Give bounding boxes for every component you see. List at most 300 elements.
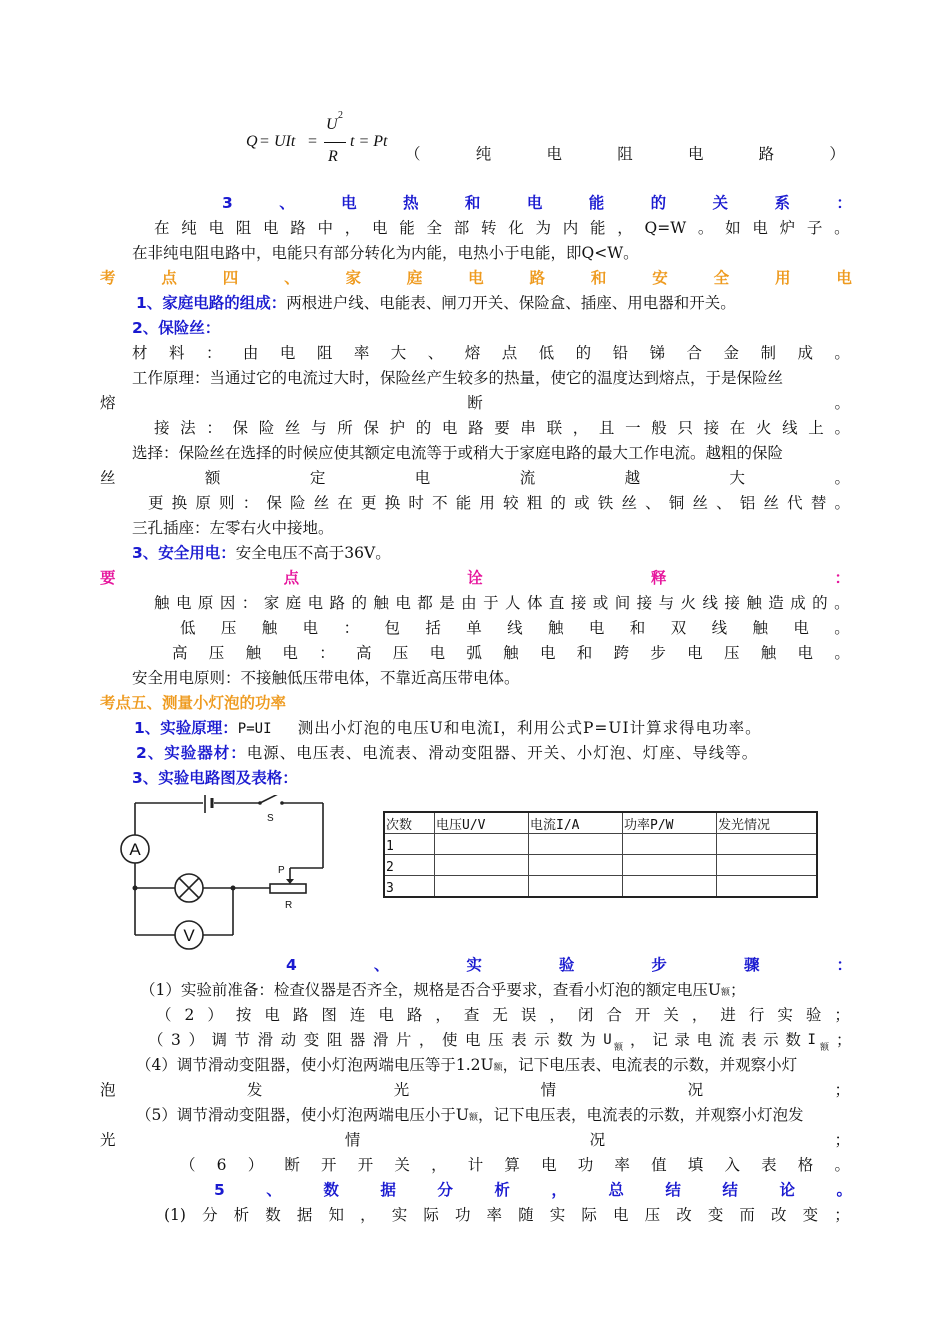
text-char: 合 [686,344,703,362]
text-char: 铁 [597,494,614,512]
text-char: 。 [834,219,850,237]
text-char: 值 [651,1156,667,1174]
text-char: 变 [707,1206,724,1224]
text-char: 丝 [313,494,330,512]
step-3-part-a [148,1028,612,1052]
experiment-data-table [383,811,818,898]
text-char: 接 [154,419,170,437]
text-char: 关 [663,1006,679,1024]
text-char: （ [156,1006,172,1024]
text-char: 开 [634,1006,651,1024]
fuse-principle-1: 工作原理：当通过它的电流过大时，保险丝产生较多的热量，使它的温度达到熔点，于是保险丝 [132,369,784,387]
step-4-heading [286,953,852,977]
text-char: 替 [810,494,827,512]
text-char: 电 [539,644,556,662]
text-char: 率 [353,344,370,362]
text-char: 电 [797,644,814,662]
text-char: 家 [263,594,280,612]
text-char: （ [180,1156,196,1174]
formula-numerator: U [326,116,338,133]
text-char: 、 [645,494,661,512]
text-char: ） [207,1006,223,1024]
text-char: 阻 [316,344,333,362]
text-char: 额 [204,469,221,487]
heading-char: 安 [652,269,668,287]
kd5-item-3-label: 3、实验电路图及表格： [132,769,298,787]
text-char: （ [148,1031,164,1049]
note-char: ） [829,145,845,163]
text-char: 的 [550,494,566,512]
text-char: 火 [755,419,772,437]
text-char: 表 [511,1031,527,1049]
text-char: 直 [548,594,565,612]
text-char: 电 [588,619,605,637]
text-char: 的 [575,344,592,362]
text-char: 。 [834,644,850,662]
heading-char: 结 [722,1181,738,1199]
heading-char: 。 [836,1181,852,1199]
text-char: 险 [290,494,306,512]
text-char: 接 [703,419,720,437]
text-char: 成 [797,344,813,362]
text-char: 连 [349,1006,366,1024]
text-char: ； [834,1006,850,1024]
table-row [384,855,817,876]
empty-cell[interactable] [529,855,623,876]
text-char: 熔 [464,344,481,362]
section-3-line-2: 在非纯电阻电路中，电能只有部分转化为内能，电热小于电能，即Q<W。 [132,244,639,262]
text-char: 能 [590,219,606,237]
text-char: 开 [321,1156,337,1174]
text-char: 电 [612,1206,629,1224]
heading-char: 、 [279,194,295,212]
text-char: 间 [614,594,631,612]
text-char: 庭 [285,594,302,612]
text-char: 断 [467,394,483,412]
step-3-semicolon: ； [836,1031,852,1049]
heading-char: 家 [345,269,361,287]
heading-char: ： [834,569,850,587]
text-char: 实 [549,1206,566,1224]
text-char: 用 [479,494,495,512]
text-char: 压 [392,644,409,662]
header-cell: 次数 [384,812,435,834]
heading-char: 释 [650,569,667,587]
kd5-item-2-label: 2、实验器材： [136,744,247,762]
text-char: 体 [526,594,543,612]
text-char: 触 [373,594,389,612]
heading-char: 全 [713,269,730,287]
note-char: （ [405,145,421,163]
text-char: 为 [535,219,552,237]
text-char: 所 [337,419,353,437]
text-char: 大 [729,469,746,487]
subscript-e: 额 [614,1043,624,1053]
text-char: 际 [423,1206,439,1224]
text-char: 铝 [739,494,756,512]
heading-char: 、 [266,1181,282,1199]
text-char: 况 [687,1081,704,1099]
ammeter-label: A [129,840,141,859]
heading-char: 、 [373,956,390,974]
text-char: 低 [538,344,555,362]
text-char: ： [343,619,360,637]
text-char: 或 [574,494,590,512]
heading-char: 电 [836,269,852,287]
text-char: 改 [771,1206,787,1224]
text-char: 光 [393,1081,410,1099]
table-row [384,876,817,898]
heading-char: 用 [774,269,791,287]
step-4-text-a: （4）调节滑动变阻器，使小灯泡两端电压等于1.2U [136,1056,494,1074]
text-char: 串 [520,419,536,437]
text-char: 算 [504,1156,520,1174]
step-1 [140,978,745,1005]
empty-cell[interactable] [529,834,623,855]
text-char: 表 [740,1031,757,1049]
text-char: 分 [202,1206,218,1224]
heading-char: 考 [100,269,116,287]
text-char: 电 [264,1006,280,1024]
text-char: 与 [658,594,675,612]
text-char: 铜 [668,494,685,512]
text-char: 险 [258,419,275,437]
text-char: 原 [195,494,211,512]
note-char: 电 [546,145,562,163]
kd5-item-1-text: 测出小灯泡的电压U和电流I，利用公式P=UI计算求得电功率。 [297,719,762,737]
text-char: 触 [503,644,519,662]
text-char: 触 [752,619,768,637]
analysis-1 [164,1203,850,1227]
text-char: ） [247,1156,264,1174]
text-char: 。 [697,219,714,237]
text-char: 由 [242,344,259,362]
heading-char: 路 [529,269,546,287]
heading-char: 点 [283,569,300,587]
step-3-part-b [630,1028,816,1052]
voltmeter-label: V [183,926,195,945]
text-char: 据 [296,1206,313,1224]
empty-cell[interactable] [717,834,818,855]
text-char: 路 [290,219,306,237]
text-char: 2 [184,1006,195,1024]
heading-char: 关 [712,194,729,212]
electric-heat-formula [246,110,416,176]
kd4-item-1-label: 1、家庭电路的组成： [136,294,287,312]
text-char: 。 [834,469,850,487]
text-char: ， [617,219,633,237]
switch-blade [260,795,280,803]
text-char: 路 [406,1006,423,1024]
text-char: 材 [132,344,148,362]
subscript-e: 额 [468,1113,478,1123]
row-index-cell: 2 [384,855,435,876]
kd4-item-1-text: 两根进户线、电能表、闸刀开关、保险盒、插座、用电器和开关。 [286,294,736,312]
text-char: 保 [266,494,282,512]
formula-q: Q [246,133,258,150]
experiment-circuit-diagram [115,795,335,950]
text-char: 触 [548,619,564,637]
text-char: 路 [468,419,484,437]
text-char: 因 [219,594,236,612]
text-char: 压 [644,1206,661,1224]
heading-char: ， [551,1181,567,1199]
empty-cell[interactable] [435,834,529,855]
text-char: 丝 [284,419,301,437]
text-char: 计 [467,1156,484,1174]
fuse-replace [148,491,850,515]
text-char: 触 [261,619,278,637]
heading-char: 电 [526,194,543,212]
text-char: 锑 [649,344,666,362]
heading-char: 结 [665,1181,681,1199]
text-char: 如 [725,219,741,237]
heading-char: 系 [774,194,790,212]
text-char: 压 [208,644,225,662]
formula-equals-2: = [308,133,318,150]
text-char: 。 [834,394,850,412]
heading-char: 3 [222,194,233,212]
formula-uit: UIt [274,133,296,150]
step-2 [156,1003,850,1027]
fuse-principle-2 [100,391,850,415]
text-char: 不 [432,494,448,512]
switch-contact [258,801,262,805]
section-5-heading [214,1178,852,1202]
text-char: 中 [317,219,334,237]
empty-cell[interactable] [529,876,623,898]
text-char: 在 [154,219,170,237]
heading-char: ： [836,956,852,974]
formula-equals-1: = [260,133,270,150]
text-char: 阻 [326,1031,343,1049]
text-char: 电 [541,1156,557,1174]
text-char: 子 [806,219,823,237]
text-char: ； [834,1131,850,1149]
text-char: 炉 [779,219,796,237]
text-char: 电 [372,219,388,237]
text-char: 无 [492,1006,508,1024]
text-char: 部 [453,219,470,237]
text-char: 保 [363,419,379,437]
heading-char: 电 [468,269,484,287]
text-char: 功 [577,1156,594,1174]
table-header-row [384,812,817,834]
text-char: 。 [834,494,850,512]
text-char: 电 [429,644,446,662]
text-char: ， [549,1006,565,1024]
subscript-e: 额 [820,1043,830,1053]
text-char: 线 [702,594,718,612]
text-char: 电 [441,419,458,437]
heading-char: 要 [100,569,116,587]
text-char: 使 [441,1031,458,1049]
text-char: ） [188,1031,204,1049]
text-char: 全 [426,219,443,237]
text-char: 般 [651,419,667,437]
text-char: ， [691,1006,708,1024]
text-char: 电 [279,344,296,362]
text-char: 高 [355,644,372,662]
text-char: 压 [723,644,740,662]
text-char: 由 [461,594,477,612]
fraction-bar [324,142,346,143]
kd4-item-3-label: 3、安全用电： [132,544,236,562]
heading-char: 、 [284,269,300,287]
text-char: U [603,1032,612,1048]
step-4 [136,1053,797,1080]
text-char: 路 [292,1006,309,1024]
text-char: 行 [748,1006,765,1024]
text-char: 大 [390,344,407,362]
heading-char: 据 [380,1181,396,1199]
switch-label: S [267,813,274,824]
text-char: 格 [797,1156,814,1174]
text-char: 实 [391,1206,408,1224]
kaodian-4-heading [100,266,852,290]
text-char: 为 [580,1031,596,1049]
heading-char: 论 [779,1181,795,1199]
step-6 [180,1153,850,1177]
text-char: 滑 [372,1031,389,1049]
text-char: 包 [384,619,400,637]
text-char: 丝 [763,494,779,512]
text-char: 更 [361,494,377,512]
text-char: 只 [677,419,693,437]
text-char: 步 [650,644,666,662]
text-char: 6 [216,1156,227,1174]
high-voltage-shock [172,641,850,665]
text-char: 变 [303,1031,320,1049]
step-5-text-a: （5）调节滑动变阻器，使小灯泡两端电压小于U [136,1106,469,1124]
heading-char: 和 [590,269,607,287]
text-char: 和 [576,644,593,662]
heading-char: 庭 [406,269,423,287]
text-char: 接 [724,594,740,612]
empty-cell[interactable] [623,876,717,898]
text-char: ， [572,419,589,437]
text-char: 变 [802,1206,819,1224]
heading-char: 能 [588,194,605,212]
note-char: 路 [758,145,775,163]
text-char: 点 [501,344,518,362]
text-char: ； [834,1081,850,1099]
empty-cell[interactable] [717,855,818,876]
text-char: 际 [581,1206,597,1224]
text-char: 器 [349,1031,366,1049]
text-char: 上 [808,419,824,437]
low-voltage-shock [180,616,850,640]
heading-char: 验 [558,956,575,974]
text-char: ， [431,1156,447,1174]
heading-char: 热 [403,194,419,212]
text-char: 定 [309,469,326,487]
text-char: 而 [739,1206,755,1224]
text-char: (1) [164,1206,186,1224]
text-char: 电 [282,644,298,662]
empty-cell[interactable] [435,876,529,898]
text-char: 双 [670,619,687,637]
text-char: 粗 [526,494,543,512]
switch-contact [280,801,284,805]
formula-superscript: 2 [338,110,343,121]
text-char: 铅 [612,344,629,362]
text-char: 线 [782,419,798,437]
text-char: 按 [235,1006,252,1024]
text-char: 越 [624,469,641,487]
text-char: 人 [505,594,521,612]
heading-char: 骤 [743,956,760,974]
section-3-heading [222,191,852,215]
text-char: 。 [834,1156,850,1174]
text-char: 换 [171,494,188,512]
text-char: 的 [415,419,432,437]
row-index-cell: 3 [384,876,435,898]
heading-char: 的 [650,194,667,212]
kd5-item-1 [134,716,850,741]
empty-cell[interactable] [623,855,717,876]
heading-char: 5 [214,1181,225,1199]
text-char: 电 [465,1031,481,1049]
text-char: 3 [171,1031,181,1049]
safety-principle: 安全用电原则：不接触低压带电体，不靠近高压带电体。 [132,669,520,687]
step-5 [136,1103,803,1130]
heading-char: ： [836,194,852,212]
text-char: 数 [785,1031,801,1049]
text-char: 触 [245,644,262,662]
text-char: 代 [787,494,803,512]
text-char: 验 [805,1006,822,1024]
kd4-item-3 [132,541,391,565]
text-char: 较 [503,494,519,512]
heading-char: 析 [494,1181,510,1199]
text-char: 弧 [466,644,482,662]
text-char: 线 [711,619,728,637]
note-char: 纯 [475,145,492,163]
text-char: I [807,1032,816,1048]
empty-cell[interactable] [435,855,529,876]
note-char: 阻 [617,145,633,163]
fuse-connect [154,416,850,440]
text-char: ， [630,1031,646,1049]
text-char: 况 [589,1131,606,1149]
note-char: 电 [687,145,704,163]
text-char: 保 [232,419,249,437]
text-char: 随 [518,1206,534,1224]
text-char: 换 [384,494,401,512]
text-char: 化 [508,219,524,237]
text-char: 。 [834,619,850,637]
empty-cell[interactable] [717,876,818,898]
text-char: 合 [606,1006,622,1024]
text-char: 触 [760,644,777,662]
text-char: 联 [546,419,563,437]
empty-cell[interactable] [623,834,717,855]
text-char: 电 [687,644,703,662]
text-char: 误 [520,1006,537,1024]
text-char: 在 [729,419,746,437]
text-char: 进 [720,1006,736,1024]
text-char: 关 [394,1156,410,1174]
step-5-text-b: ，记下电压表，电流表的示数，并观察小灯泡发 [477,1106,804,1124]
text-char: 的 [812,594,828,612]
text-char: 光 [100,1131,116,1149]
heading-char: 和 [464,194,481,212]
subscript-e: 额 [720,988,730,998]
text-char: 触 [746,594,762,612]
text-char: 断 [284,1156,300,1174]
text-char: 丝 [100,469,116,487]
